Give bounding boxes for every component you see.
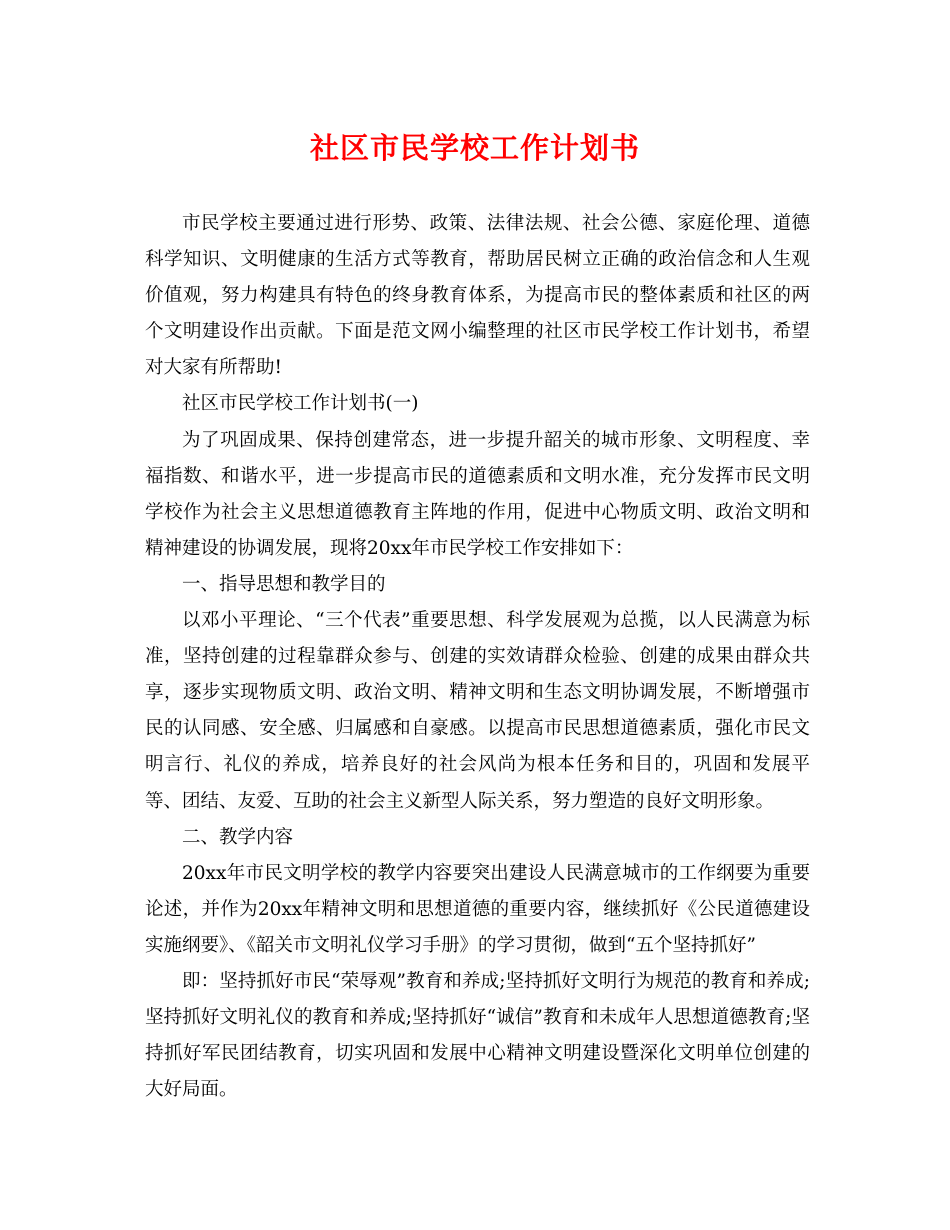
plan-intro-paragraph: 为了巩固成果、保持创建常态，进一步提升韶关的城市形象、文明程度、幸福指数、和谐水平，进一步提高市民的道德素质和文明水准，充分发挥市民文明学校作为社会主义思想道德教育主阵地的作用，促进中心物质文明、政治文明和精神建设的协调发展，现将20xx年市民学校工作安排如下： [145,429,810,559]
teaching-content-paragraph: 20xx年市民文明学校的教学内容要突出建设人民满意城市的工作纲要为重要论述，并作为20xx年精神文明和思想道德的重要内容，继续抓好《公民道德建设实施纲要》、《韶关市文明礼仪学习手册》的学习贯彻，做到“五个坚持抓好” [145,862,810,956]
section-heading-guiding-thought: 一、指导思想和教学目的 [182,573,386,595]
intro-paragraph: 市民学校主要通过进行形势、政策、法律法规、社会公德、家庭伦理、道德科学知识、文明健康的生活方式等教育，帮助居民树立正确的政治信念和人生观价值观，努力构建具有特色的终身教育体系，为提高市民的整体素质和社区的两个文明建设作出贡献。下面是范文网小编整理的社区市民学校工作计划书，希望对大家有所帮助! [145,213,810,379]
guiding-thought-paragraph: 以邓小平理论、“三个代表”重要思想、科学发展观为总揽，以人民满意为标准，坚持创建的过程靠群众参与、创建的实效请群众检验、创建的成果由群众共享，逐步实现物质文明、政治文明、精神文明和生态文明协调发展，不断增强市民的认同感、安全感、归属感和自豪感。以提高市民思想道德素质，强化市民文明言行、礼仪的养成，培养良好的社会风尚为根本任务和目的，巩固和发展平等、团结、友爱、互助的社会主义新型人际关系，努力塑造的良好文明形象。 [145,610,810,812]
five-persist-paragraph: 即：坚持抓好市民“荣辱观”教育和养成;坚持抓好文明行为规范的教育和养成;坚持抓好文明礼仪的教育和养成;坚持抓好“诚信”教育和未成年人思想道德教育;坚持抓好军民团结教育，切实巩固和发展中心精神文明建设暨深化文明单位创建的大好局面。 [145,970,810,1101]
section-heading-plan-one: 社区市民学校工作计划书(一) [182,393,419,415]
document-body [145,206,810,1108]
document-title: 社区市民学校工作计划书 [309,131,640,165]
section-heading-teaching-content: 二、教学内容 [182,826,294,848]
